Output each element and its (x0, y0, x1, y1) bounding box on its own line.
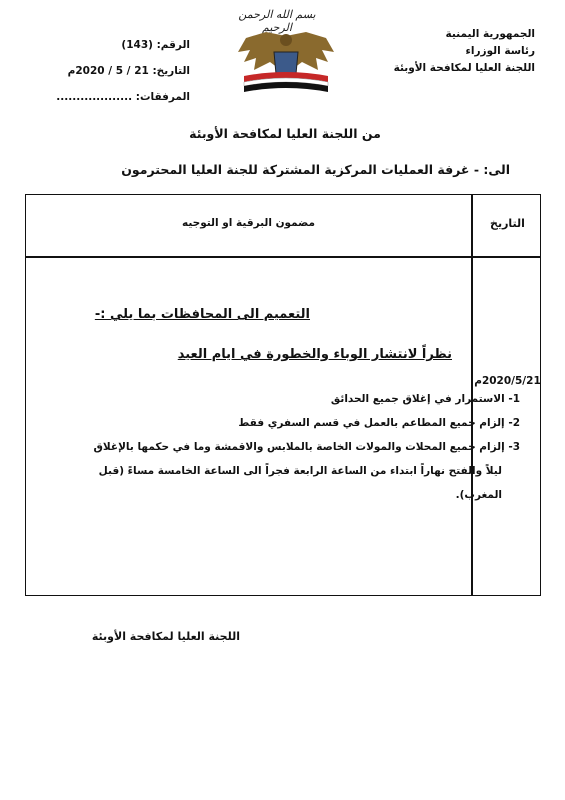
letter-from: من اللجنة العليا لمكافحة الأوبئة (189, 126, 381, 141)
signature: اللجنة العليا لمكافحة الأوبئة (91, 630, 240, 643)
telegram-subject: التعميم الى المحافظات بما يلي :- (94, 307, 310, 322)
yemen-emblem-icon (236, 28, 336, 96)
basmala: بسم الله الرحمن الرحيم (238, 8, 316, 34)
telegram-reason: نظراً لانتشار الوباء والخطورة في ايام العيد (177, 347, 452, 362)
list-item: المغرب). (455, 489, 502, 501)
telegram-table (25, 194, 541, 596)
date-column-header: التاريخ (490, 217, 525, 230)
reference-date: التاريخ: 21 / 5 / 2020م (67, 65, 190, 77)
list-item: ليلاً والفتح نهاراً ابتداء من الساعة الرابعة فجراً الى الساعة الخامسة مساءً (قبل (98, 465, 502, 477)
directive-list (93, 387, 520, 507)
list-item: 2- إلزام جميع المطاعم بالعمل في قسم السفري فقط (238, 417, 520, 429)
org-committee: اللجنة العليا لمكافحة الأوبئة (393, 62, 535, 74)
letter-to (50, 162, 510, 177)
list-item: 3- إلزام جميع المحلات والمولات الخاصة بالملابس والاقمشة وما في حكمها بالإغلاق (93, 441, 520, 453)
reference-number: الرقم: (143) (121, 39, 190, 51)
org-country: الجمهورية اليمنية (445, 28, 535, 40)
to-recipient: غرفة العمليات المركزية المشتركة للجنة العليا المحترمون (121, 162, 470, 177)
header-divider (26, 256, 540, 258)
attachments: المرفقات: ................... (56, 91, 190, 103)
telegram-date: 2020/5/21م (474, 375, 541, 387)
content-column-header: مضمون البرقية او التوجيه (181, 217, 316, 229)
issuing-organization (365, 26, 535, 77)
reference-block (30, 32, 190, 110)
list-item: 1- الاستمرار في إغلاق جميع الحدائق (330, 393, 520, 405)
to-label: الى: - (473, 162, 510, 177)
org-presidency: رئاسة الوزراء (465, 45, 535, 57)
